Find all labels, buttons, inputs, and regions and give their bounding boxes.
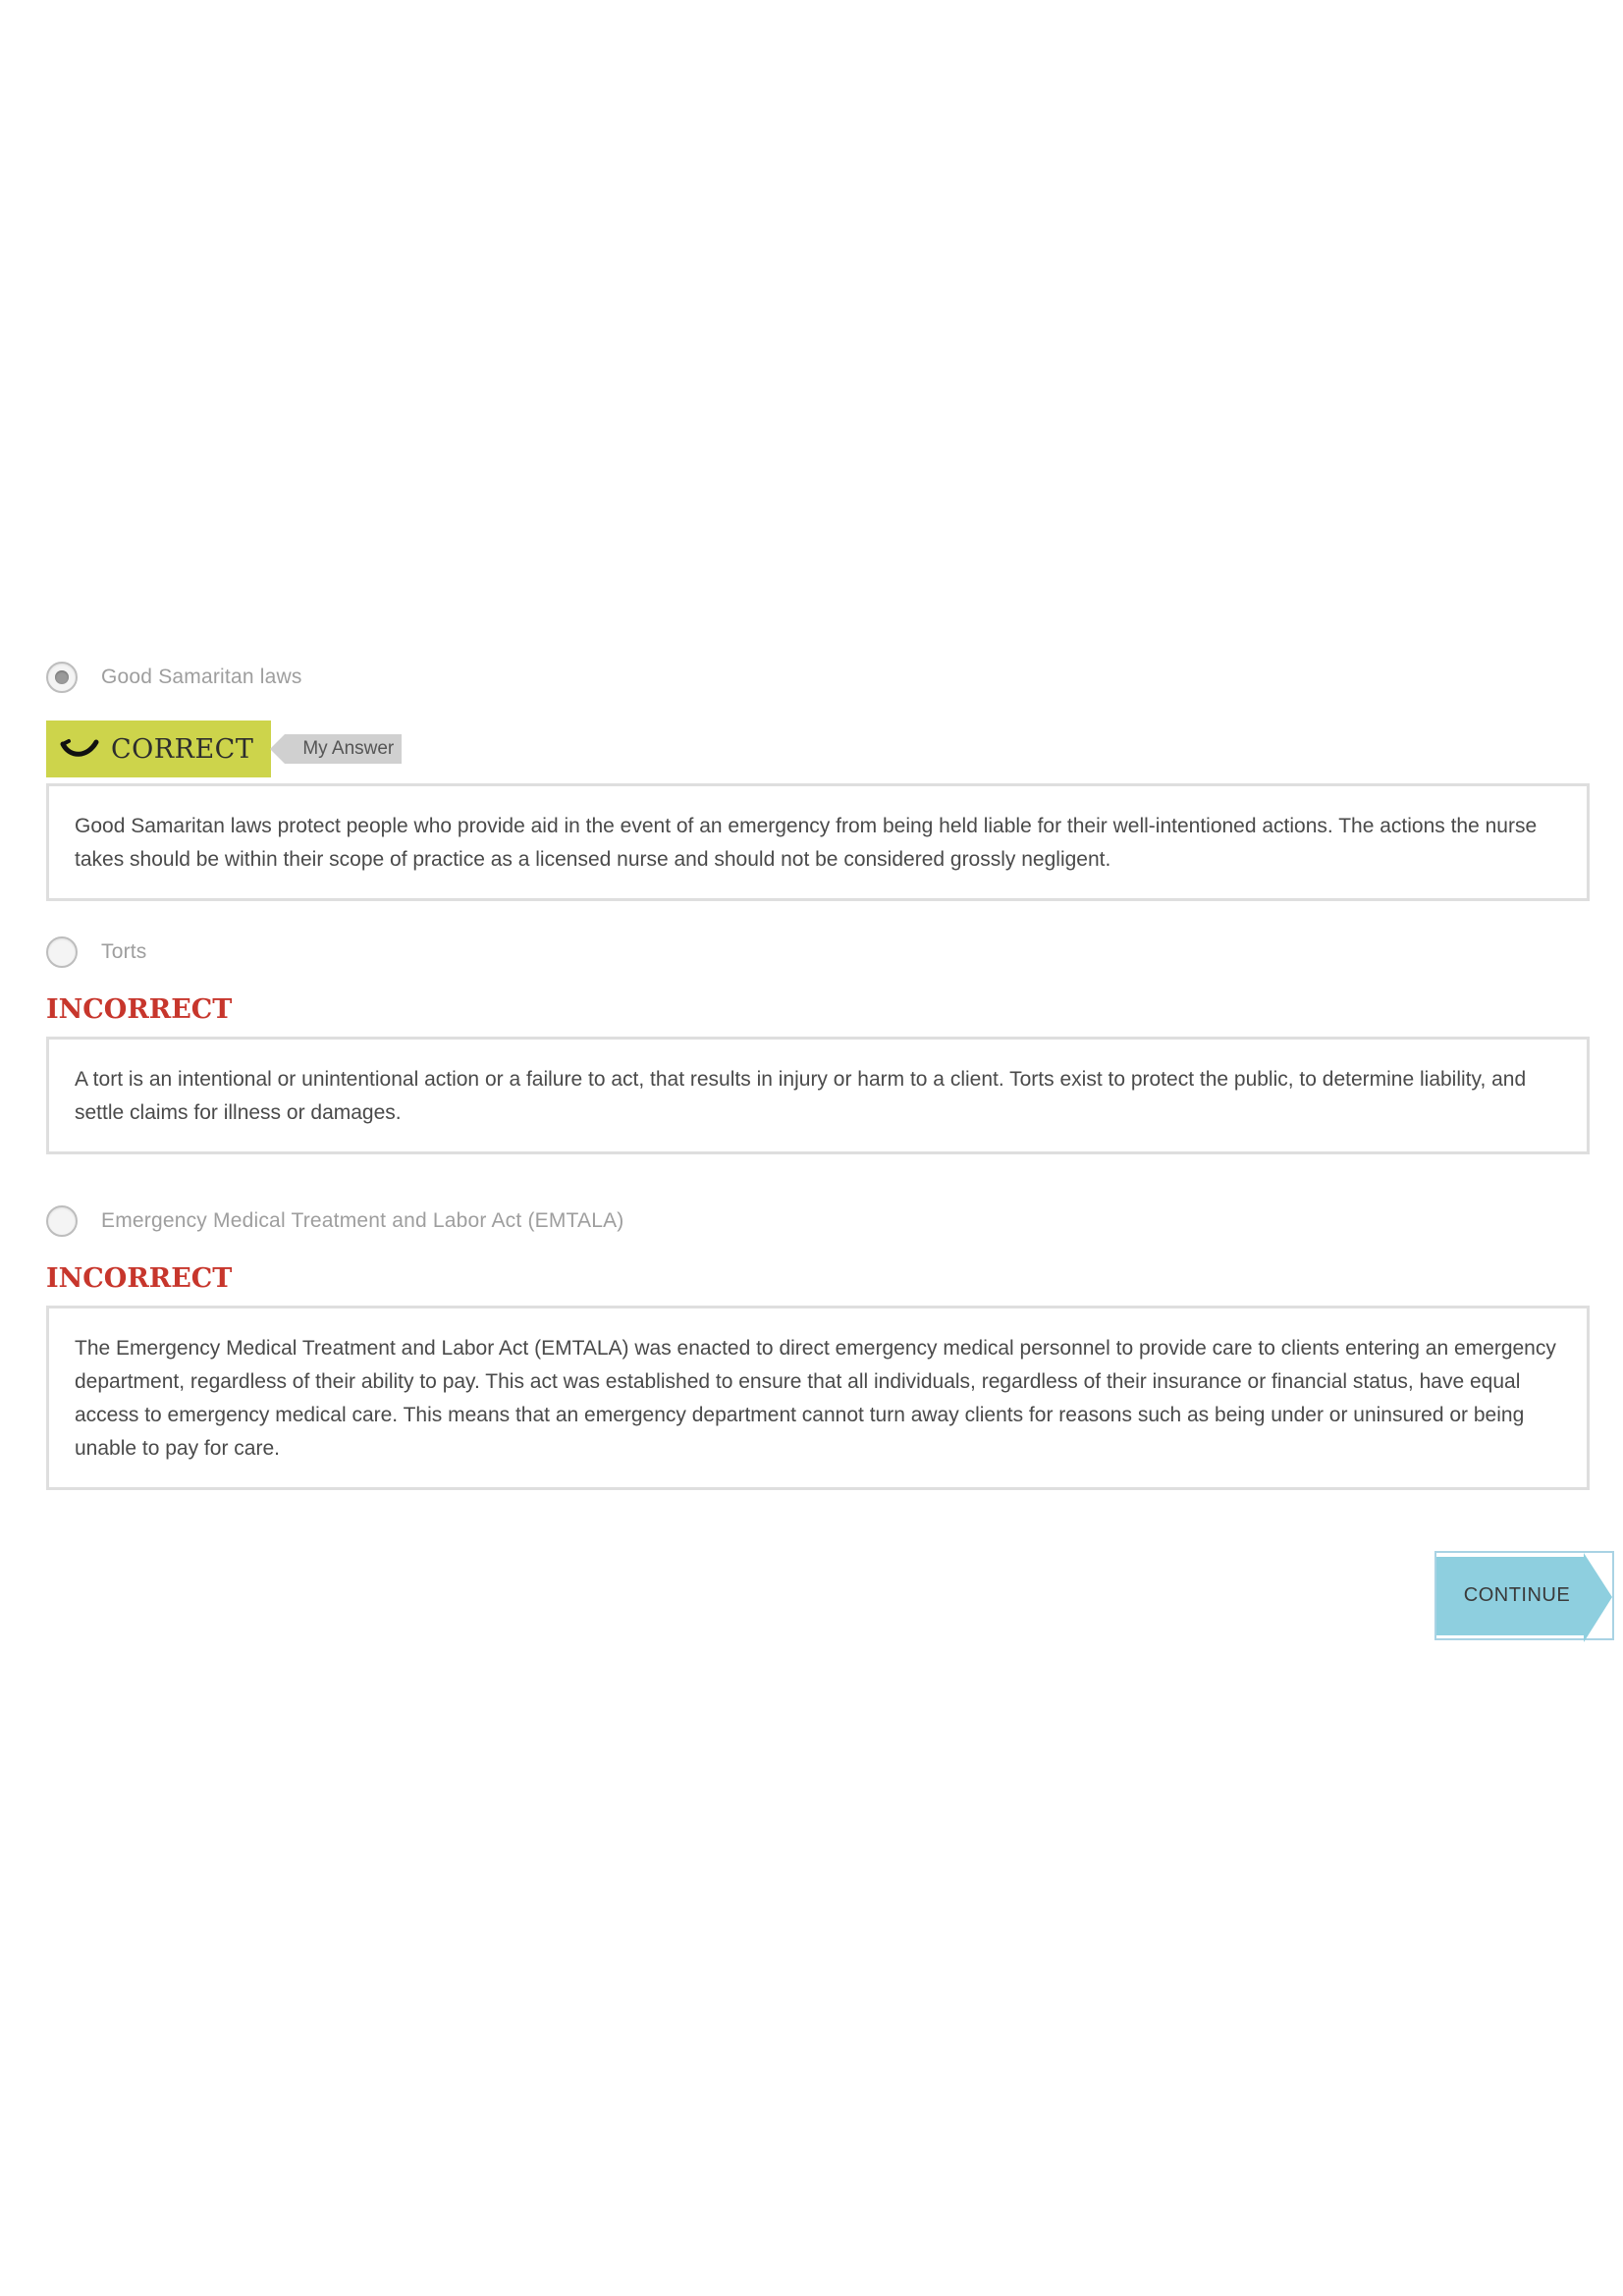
- option-label: Torts: [101, 940, 147, 963]
- radio-unselected[interactable]: [46, 936, 78, 968]
- radio-unselected[interactable]: [46, 1205, 78, 1237]
- incorrect-label: INCORRECT: [46, 1263, 233, 1294]
- option-label: Emergency Medical Treatment and Labor Act (EMTALA): [101, 1209, 624, 1232]
- answer-option-good-samaritan: [46, 658, 1590, 901]
- verdict-row: [46, 721, 1590, 777]
- feedback-box: A tort is an intentional or unintentional action or a failure to act, that results in injury or harm to a client. Torts exist to protect the public, to determine liability, and settle claims for illness or damages.: [46, 1037, 1590, 1154]
- check-icon: [60, 736, 99, 762]
- option-label: Good Samaritan laws: [101, 666, 302, 688]
- option-row[interactable]: [46, 1201, 1590, 1241]
- feedback-box: The Emergency Medical Treatment and Labor Act (EMTALA) was enacted to direct emergency medical personnel to provide care to clients entering an emergency department, regardless of their ability to pay. This act was established to ensure that all individuals, regardless of their insurance or financial status, have equal access to emergency medical care. This means that an emergency department cannot turn away clients for reasons such as being under or uninsured or being unable to pay for care.: [46, 1306, 1590, 1490]
- my-answer-tag: My Answer: [285, 734, 402, 764]
- radio-selected[interactable]: [46, 662, 78, 693]
- feedback-box: Good Samaritan laws protect people who provide aid in the event of an emergency from being held liable for their well-intentioned actions. The actions the nurse takes should be within their scope of practice as a licensed nurse and should not be considered grossly negligent.: [46, 783, 1590, 901]
- continue-label: CONTINUE: [1463, 1584, 1571, 1606]
- correct-label: CORRECT: [111, 733, 254, 765]
- answer-option-torts: [46, 933, 1590, 1154]
- incorrect-label: INCORRECT: [46, 994, 233, 1025]
- continue-button[interactable]: [1434, 1551, 1614, 1640]
- option-row[interactable]: [46, 933, 1590, 972]
- option-row[interactable]: [46, 658, 1590, 697]
- correct-badge: [46, 721, 271, 777]
- answer-option-emtala: [46, 1201, 1590, 1490]
